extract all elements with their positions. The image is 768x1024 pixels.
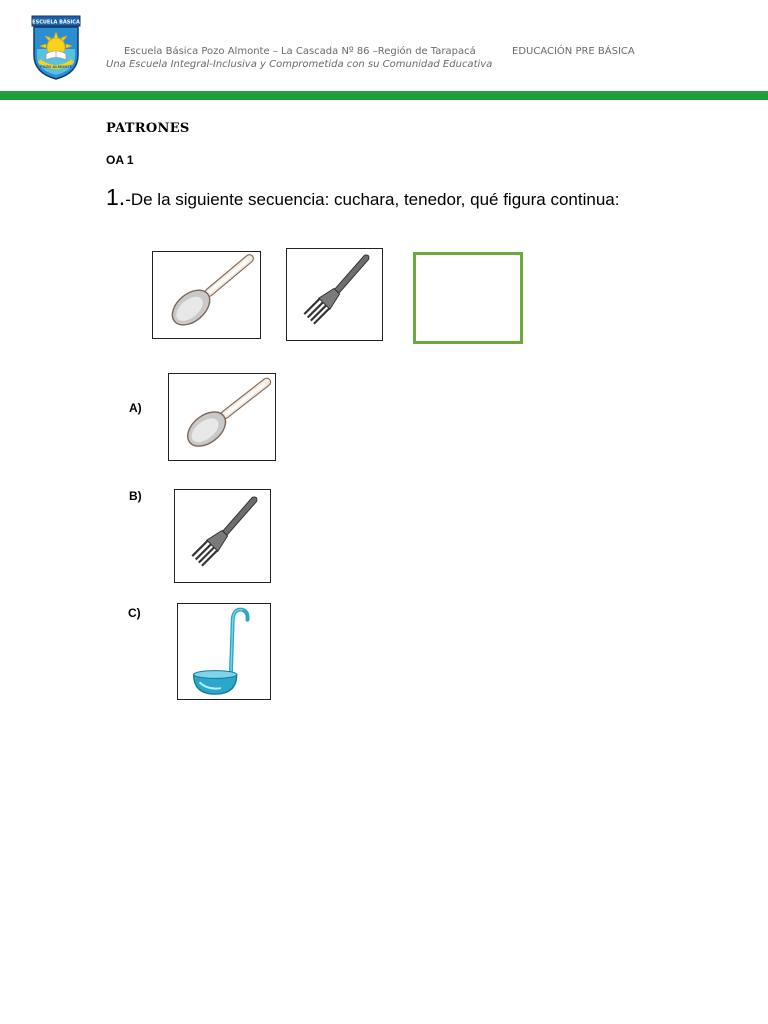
spoon-icon [169,374,275,460]
worksheet-title: PATRONES [106,121,190,136]
option-b-label: B) [129,489,142,503]
option-c-label: C) [128,606,141,620]
school-name-line: Escuela Básica Pozo Almonte – La Cascada Nº 86 –Región de Tarapacá [124,46,476,57]
sequence-item-fork [286,248,383,341]
option-a-spoon[interactable] [168,373,276,461]
question-body: -De la siguiente secuencia: cuchara, tenedor, qué figura continua: [125,190,620,209]
sequence-item-spoon [152,251,261,339]
spoon-icon [153,252,260,338]
school-motto: Una Escuela Integral-Inclusiva y Comprometida con su Comunidad Educativa [106,59,493,70]
fork-icon [287,249,382,340]
answer-box[interactable] [413,252,523,344]
learning-objective: OA 1 [106,153,134,167]
svg-text:ESCUELA BÁSICA: ESCUELA BÁSICA [32,19,80,26]
header-divider [0,94,768,100]
option-a-label: A) [129,401,142,415]
school-logo [31,15,81,81]
education-level: EDUCACIÓN PRE BÁSICA [512,46,635,57]
svg-text:POZO ALMONTE: POZO ALMONTE [39,65,73,69]
ladle-icon [178,604,270,699]
option-c-ladle[interactable] [177,603,271,700]
question-number: 1. [106,184,126,210]
question-text [106,184,619,211]
fork-icon [175,490,270,582]
option-b-fork[interactable] [174,489,271,583]
